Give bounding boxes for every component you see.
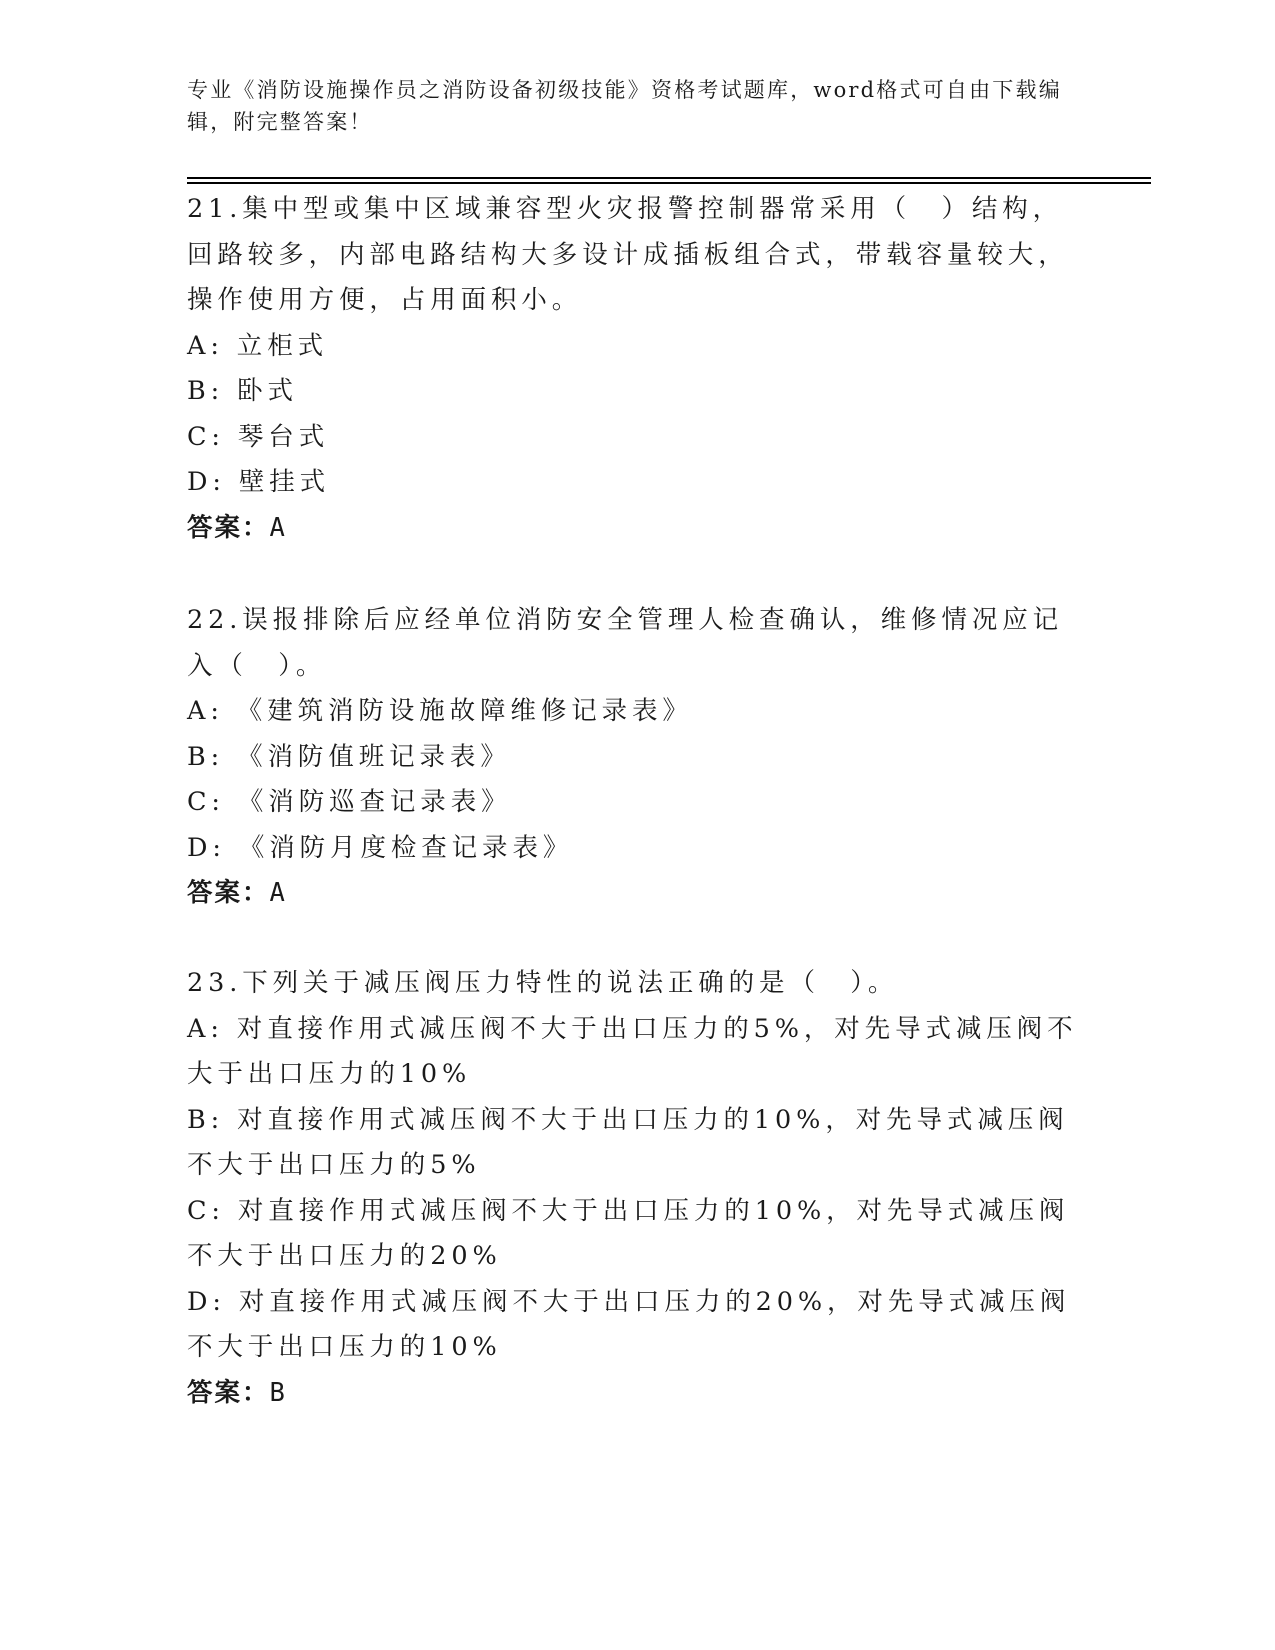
option-a: A: 《建筑消防设施故障维修记录表》 xyxy=(187,696,693,726)
option-a: A: 立柜式 xyxy=(187,330,329,361)
question-21 xyxy=(187,187,1087,551)
question-23 xyxy=(187,961,1087,1416)
header-rule-top xyxy=(187,177,1151,179)
option-c: C: 《消防巡查记录表》 xyxy=(187,787,512,817)
option-d: D: 对直接作用式减压阀不大于出口压力的20%，对先导式减压阀不大于出口压力的10% xyxy=(187,1286,1071,1362)
answer-line xyxy=(187,1371,1087,1417)
option-c: C: 对直接作用式减压阀不大于出口压力的10%，对先导式减压阀不大于出口压力的20% xyxy=(187,1195,1070,1271)
option-b: B: 对直接作用式减压阀不大于出口压力的10%，对先导式减压阀不大于出口压力的5% xyxy=(187,1104,1069,1180)
option-b: B: 卧式 xyxy=(187,376,298,406)
option-d: D: 《消防月度检查记录表》 xyxy=(187,832,574,863)
answer-label: 答案： xyxy=(187,512,270,543)
question-22 xyxy=(187,598,1087,917)
question-stem: 22.误报排除后应经单位消防安全管理人检查确认，维修情况应记入（ ）。 xyxy=(187,605,1064,681)
answer-value: A xyxy=(269,878,287,908)
answer-label: 答案： xyxy=(187,1377,270,1408)
answer-value: B xyxy=(269,1377,287,1408)
answer-line xyxy=(187,506,1087,552)
option-d: D: 壁挂式 xyxy=(187,467,331,497)
answer-value: A xyxy=(269,512,287,543)
answer-label: 答案： xyxy=(187,878,270,908)
option-c: C: 琴台式 xyxy=(187,421,330,452)
header-rule-bottom xyxy=(187,182,1151,184)
option-a: A: 对直接作用式减压阀不大于出口压力的5%，对先导式减压阀不大于出口压力的10% xyxy=(187,1013,1078,1089)
document-header: 专业《消防设施操作员之消防设备初级技能》资格考试题库，word格式可自由下载编辑，附完整答案！ xyxy=(187,78,1062,134)
answer-line xyxy=(187,871,1087,917)
question-stem: 23.下列关于减压阀压力特性的说法正确的是（ ）。 xyxy=(187,968,899,998)
option-b: B: 《消防值班记录表》 xyxy=(187,741,511,772)
question-stem: 21.集中型或集中区域兼容型火灾报警控制器常采用（ ）结构，回路较多，内部电路结构大多设计成插板组合式，带载容量较大，操作使用方便，占用面积小。 xyxy=(187,194,1069,315)
